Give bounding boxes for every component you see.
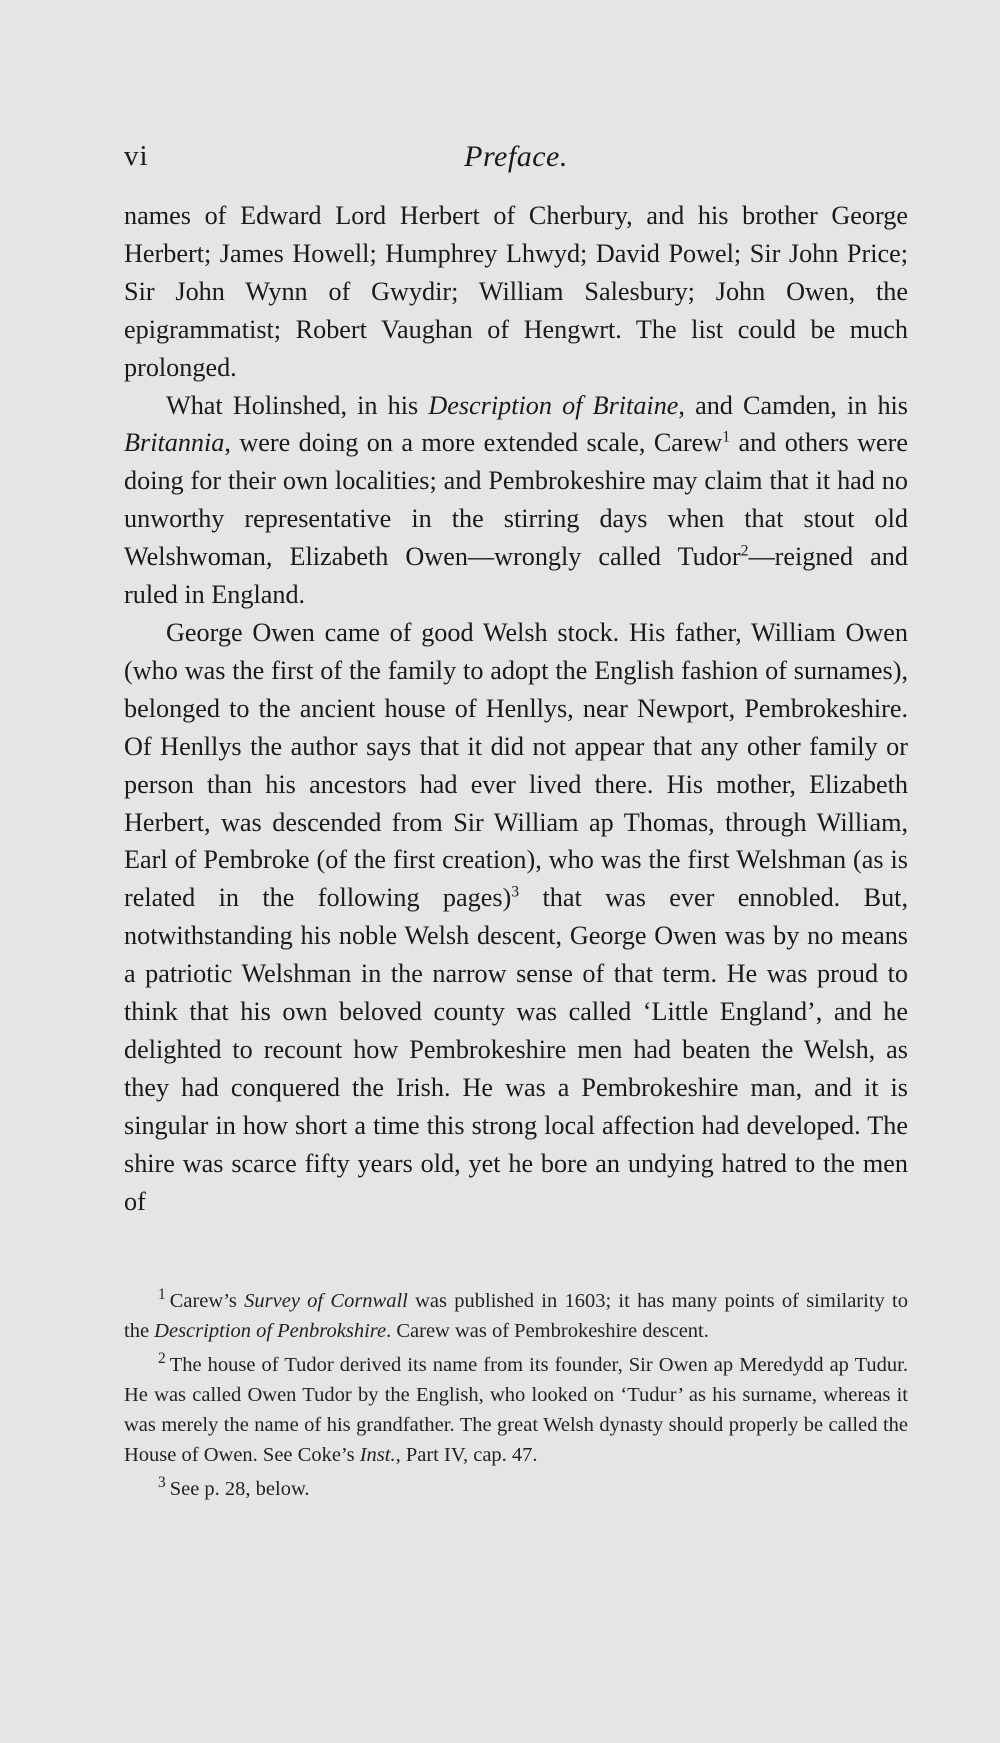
paragraph-text: and others were doing for their own localities; and Pembrokeshire may claim that it had no unworthy representative in the stirring days when that stout old Welshwoman, Elizabeth Owen—wrongly called Tudor <box>124 428 908 572</box>
footnote-reference-2: 2 <box>740 542 749 560</box>
paragraph-text: —reigned and ruled in England. <box>124 542 908 610</box>
book-title-inst: Inst. <box>359 1444 396 1466</box>
footnote-marker: 3 <box>158 1474 166 1492</box>
page-header <box>124 140 908 184</box>
paragraph-text: , were doing on a more extended scale, Carew <box>224 428 723 458</box>
page-number: vi <box>124 140 149 172</box>
footnote-3 <box>124 1474 908 1504</box>
footnote-text: The house of Tudor derived its name from its founder, Sir Owen ap Meredydd ap Tudur. He was called Owen Tudor by the English, who looked on ‘Tudur’ as his surname, whereas it was merely the name of his grandfather. The great Welsh dynasty should properly be called the House of Owen. See Coke’s <box>124 1354 908 1466</box>
paragraph-text: George Owen came of good Welsh stock. His father, William Owen (who was the first of the family to adopt the English fashion of surnames), belonged to the ancient house of Henllys, near Newport, Pembrokeshire. Of Henllys the author says that it did not appear that any other family or person than his ancestors had ever lived there. His mother, Elizabeth Herbert, was descended from Sir William ap Thomas, through William, Earl of Pembroke (of the first creation), who was the first Welshman (as is related in the following pages) <box>124 617 908 913</box>
book-title-description-of-penbrokshire: Description of Penbrokshire <box>154 1320 387 1342</box>
footnote-reference-3: 3 <box>511 883 520 901</box>
footnote-text: Carew’s <box>169 1290 245 1312</box>
body-text <box>124 197 908 1220</box>
book-title-britannia: Britannia <box>124 428 225 458</box>
footnotes <box>124 1286 908 1508</box>
footnote-marker: 1 <box>158 1286 166 1304</box>
book-title-survey-of-cornwall: Survey of Cornwall <box>244 1290 408 1312</box>
footnote-text: . Carew was of Pembrokeshire descent. <box>386 1320 709 1342</box>
footnote-marker: 2 <box>158 1350 166 1368</box>
footnote-2 <box>124 1350 908 1470</box>
footnote-reference-1: 1 <box>722 428 731 446</box>
paragraph-text: that was ever ennobled. But, notwithstanding his noble Welsh descent, George Owen was by no means a patriotic Welshman in the narrow sense of that term. He was proud to think that his own beloved county was called ‘Little England’, and he delighted to recount how Pembrokeshire men had beaten the Welsh, as they had conquered the Irish. He was a Pembrokeshire man, and it is singular in how short a time this strong local affection had developed. The shire was scarce fifty years old, yet he bore an undying hatred to the men of <box>124 883 908 1216</box>
footnote-text: See p. 28, below. <box>169 1478 310 1500</box>
paragraph-text: , and Camden, in his <box>678 390 909 420</box>
paragraph-continued <box>124 197 908 387</box>
paragraph-holinshed <box>124 387 908 614</box>
footnote-text: , Part IV, cap. 47. <box>395 1444 538 1466</box>
paragraph-text: What Holinshed, in his <box>166 390 429 420</box>
paragraph-text: names of Edward Lord Herbert of Cherbury, and his brother George Herbert; James Howell; Humphrey Lhwyd; David Powel; Sir John Price; Sir John Wynn of Gwydir; William Salesbury; John Owen, the epigrammatist; Robert Vaughan of Hengwrt. The list could be much prolonged. <box>124 201 908 382</box>
footnote-text: was published in 1603; it has many points of similarity to the <box>124 1290 908 1342</box>
paragraph-george-owen <box>124 614 908 1221</box>
running-title: Preface. <box>464 140 568 173</box>
footnote-1 <box>124 1286 908 1346</box>
book-title-description-of-britaine: Description of Britaine <box>428 390 679 420</box>
